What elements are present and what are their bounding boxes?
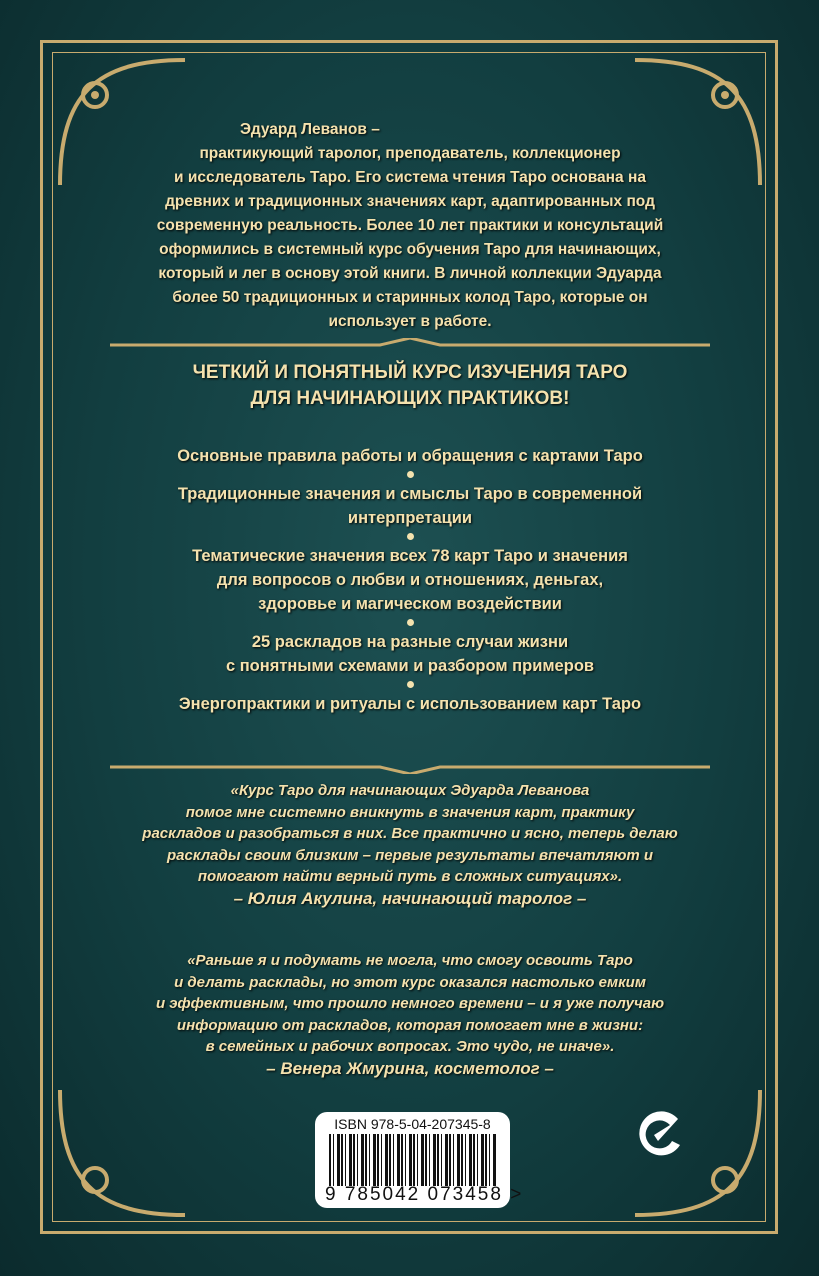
feature-item: Традиционные значения и смыслы Таро в современной	[177, 485, 643, 503]
feature-item: с понятными схемами и разбором примеров	[225, 657, 595, 675]
quote-line: «Курс Таро для начинающих Эдуарда Леванова	[230, 782, 590, 799]
bullet-dot-icon	[407, 619, 414, 626]
bio-line: оформились в системный курс обучения Таро для начинающих,	[159, 241, 661, 258]
quote-line: информацию от раскладов, которая помогает мне в жизни:	[176, 1016, 644, 1034]
barcode-bars	[329, 1134, 496, 1186]
bio-line: более 50 традиционных и старинных колод Таро, которые он	[172, 289, 648, 306]
bio-line: современную реальность. Более 10 лет практики и консультаций	[156, 217, 664, 234]
feature-item: Тематические значения всех 78 карт Таро и значения	[192, 547, 628, 565]
quote-line: помогают найти верный путь в сложных ситуациях».	[197, 868, 623, 886]
feature-item: 25 раскладов на разные случаи жизни	[251, 633, 569, 651]
bio-line: и исследователь Таро. Его система чтения Таро основана на	[174, 169, 646, 186]
quote-line: «Раньше я и подумать не могла, что смогу освоить Таро	[187, 952, 633, 969]
feature-item: интерпретации	[347, 509, 473, 527]
corner-ornament-bottom-left	[55, 1080, 195, 1220]
isbn-number: 9 785042 073458 >	[325, 1184, 524, 1205]
headline-line: ДЛЯ НАЧИНАЮЩИХ ПРАКТИКОВ!	[250, 388, 570, 409]
feature-list	[80, 444, 740, 716]
quote-line: помог мне системно вникнуть в значения карт, практику	[185, 803, 635, 821]
bullet-dot-icon	[407, 471, 414, 478]
quote-line: раскладов и разобраться в них. Все практично и ясно, теперь делаю	[142, 825, 678, 843]
publisher-logo-icon	[630, 1105, 690, 1165]
feature-item: Основные правила работы и обращения с картами Таро	[177, 447, 643, 465]
isbn-label: ISBN 978-5-04-207345-8	[334, 1116, 491, 1132]
bullet-dot-icon	[407, 533, 414, 540]
quote-line: и делать расклады, но этот курс оказался настолько емким	[174, 973, 646, 991]
author-bio	[80, 118, 740, 334]
quote-line: и эффективным, что прошло немного времени – и я уже получаю	[155, 995, 665, 1013]
isbn-barcode	[315, 1112, 524, 1208]
quote-author: – Венера Жмурина, косметолог –	[266, 1058, 554, 1078]
bio-line: практикующий таролог, преподаватель, коллекционер	[199, 145, 621, 162]
feature-item: для вопросов о любви и отношениях, деньгах,	[216, 571, 604, 589]
headline-line: ЧЕТКИЙ И ПОНЯТНЫЙ КУРС ИЗУЧЕНИЯ ТАРО	[192, 362, 628, 383]
ornamental-divider	[110, 760, 710, 774]
quote-line: расклады своим близким – первые результаты впечатляют и	[167, 846, 653, 864]
headline	[80, 360, 740, 412]
testimonial	[80, 950, 740, 1080]
author-name: Эдуард Леванов –	[240, 121, 380, 138]
bio-line: который и лег в основу этой книги. В личной коллекции Эдуарда	[158, 265, 662, 282]
quote-author: – Юлия Акулина, начинающий таролог –	[233, 888, 587, 908]
feature-item: здоровье и магическом воздействии	[258, 595, 562, 613]
bullet-dot-icon	[407, 681, 414, 688]
bio-line: древних и традиционных значениях карт, адаптированных под	[165, 193, 655, 210]
bio-line: использует в работе.	[328, 313, 492, 330]
feature-item: Энергопрактики и ритуалы с использованием карт Таро	[178, 695, 642, 713]
quote-line: в семейных и рабочих вопросах. Это чудо, не иначе».	[205, 1038, 615, 1056]
ornamental-divider	[110, 338, 710, 352]
testimonial	[80, 780, 740, 910]
